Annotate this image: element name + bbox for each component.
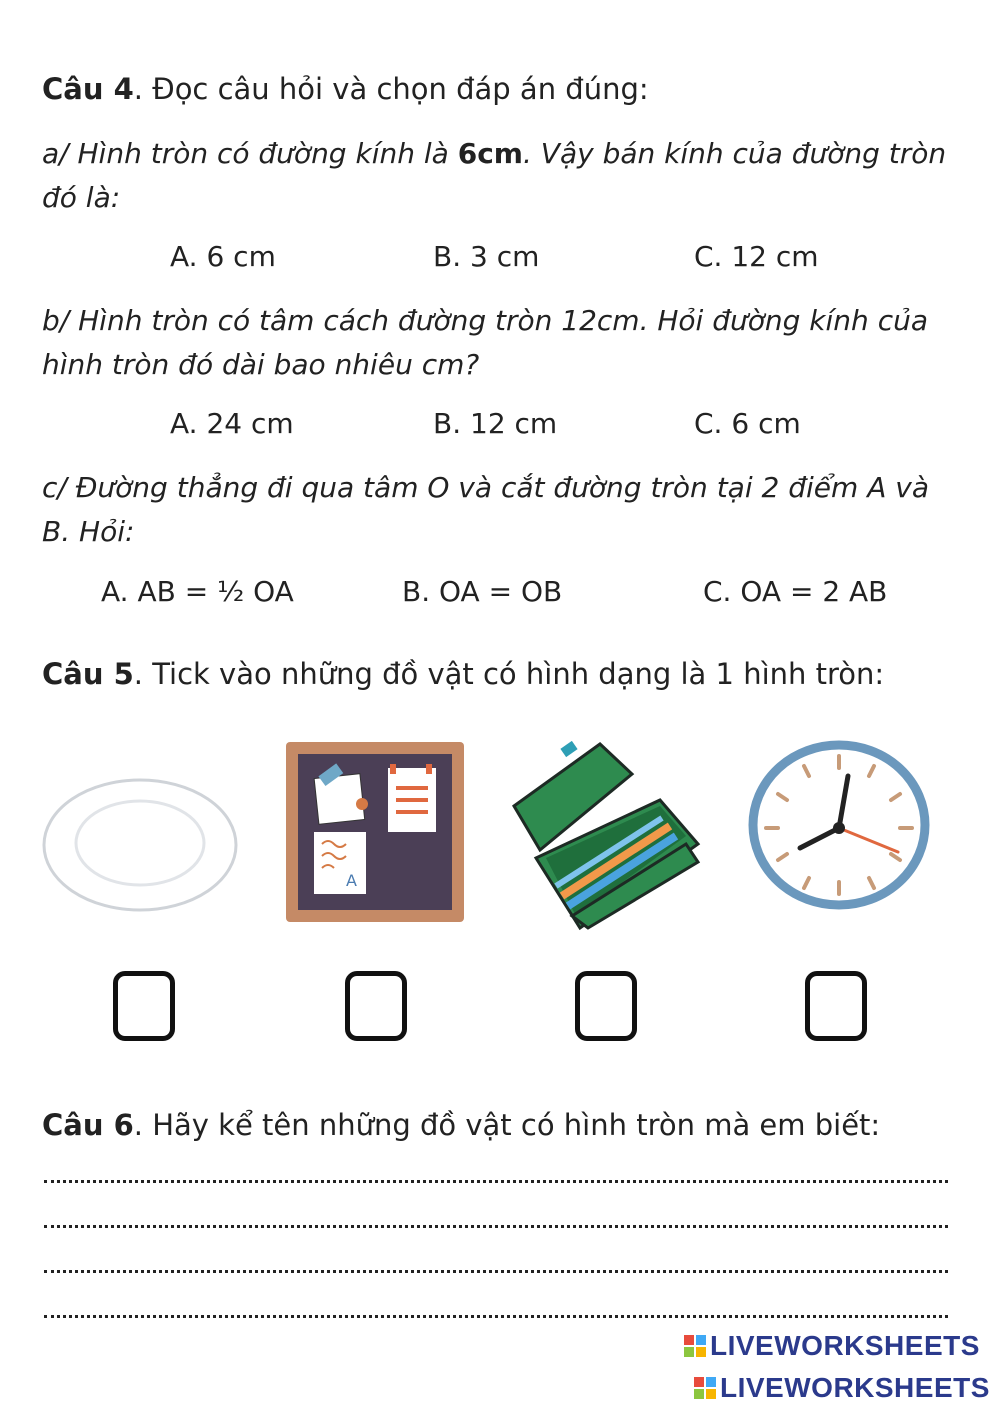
checkbox-wall-clock[interactable]	[805, 971, 867, 1041]
question-4a-text: a/ Hình tròn có đường kính là 6cm. Vậy bán kính của đường tròn đó là:	[42, 137, 947, 214]
liveworksheets-logo-icon	[694, 1377, 716, 1399]
question-4c-text: c/ Đường thẳng đi qua tâm O và cắt đường tròn tại 2 điểm A và B. Hỏi:	[42, 471, 929, 548]
answer-line[interactable]	[44, 1270, 948, 1273]
option-4b-a[interactable]: A. 24 cm	[170, 407, 294, 440]
wall-clock-image	[748, 740, 930, 910]
liveworksheets-watermark	[694, 1372, 990, 1404]
checkbox-pencil-case[interactable]	[575, 971, 637, 1041]
answer-line[interactable]	[44, 1315, 948, 1318]
liveworksheets-logo-icon	[684, 1335, 706, 1357]
liveworksheets-watermark	[684, 1330, 980, 1362]
question-4-heading: Câu 4. Đọc câu hỏi và chọn đáp án đúng:	[42, 72, 649, 106]
brand-name: LIVEWORKSHEETS	[710, 1330, 980, 1361]
brand-name: LIVEWORKSHEETS	[720, 1372, 990, 1403]
option-4a-a[interactable]: A. 6 cm	[170, 240, 276, 273]
checkbox-bulletin-board[interactable]	[345, 971, 407, 1041]
answer-line[interactable]	[44, 1225, 948, 1228]
bulletin-board-image	[284, 740, 466, 924]
option-4b-b[interactable]: B. 12 cm	[433, 407, 558, 440]
question-5-heading: Câu 5. Tick vào những đồ vật có hình dạng là 1 hình tròn:	[42, 657, 885, 691]
board-note-text: A	[346, 871, 357, 890]
pencil-case-image	[510, 740, 702, 934]
option-4a-b[interactable]: B. 3 cm	[433, 240, 540, 273]
option-4b-c[interactable]: C. 6 cm	[694, 407, 801, 440]
option-4c-c[interactable]: C. OA = 2 AB	[703, 575, 888, 608]
option-4a-c[interactable]: C. 12 cm	[694, 240, 819, 273]
plate-image	[40, 775, 240, 915]
question-6-heading: Câu 6. Hãy kể tên những đồ vật có hình tròn mà em biết:	[42, 1108, 881, 1142]
option-4c-a[interactable]: A. AB = ½ OA	[101, 575, 294, 608]
checkbox-plate[interactable]	[113, 971, 175, 1041]
answer-line[interactable]	[44, 1180, 948, 1183]
question-4b-text: b/ Hình tròn có tâm cách đường tròn 12cm. Hỏi đường kính của hình tròn đó dài bao nhiêu cm?	[42, 304, 928, 381]
option-4c-b[interactable]: B. OA = OB	[402, 575, 563, 608]
